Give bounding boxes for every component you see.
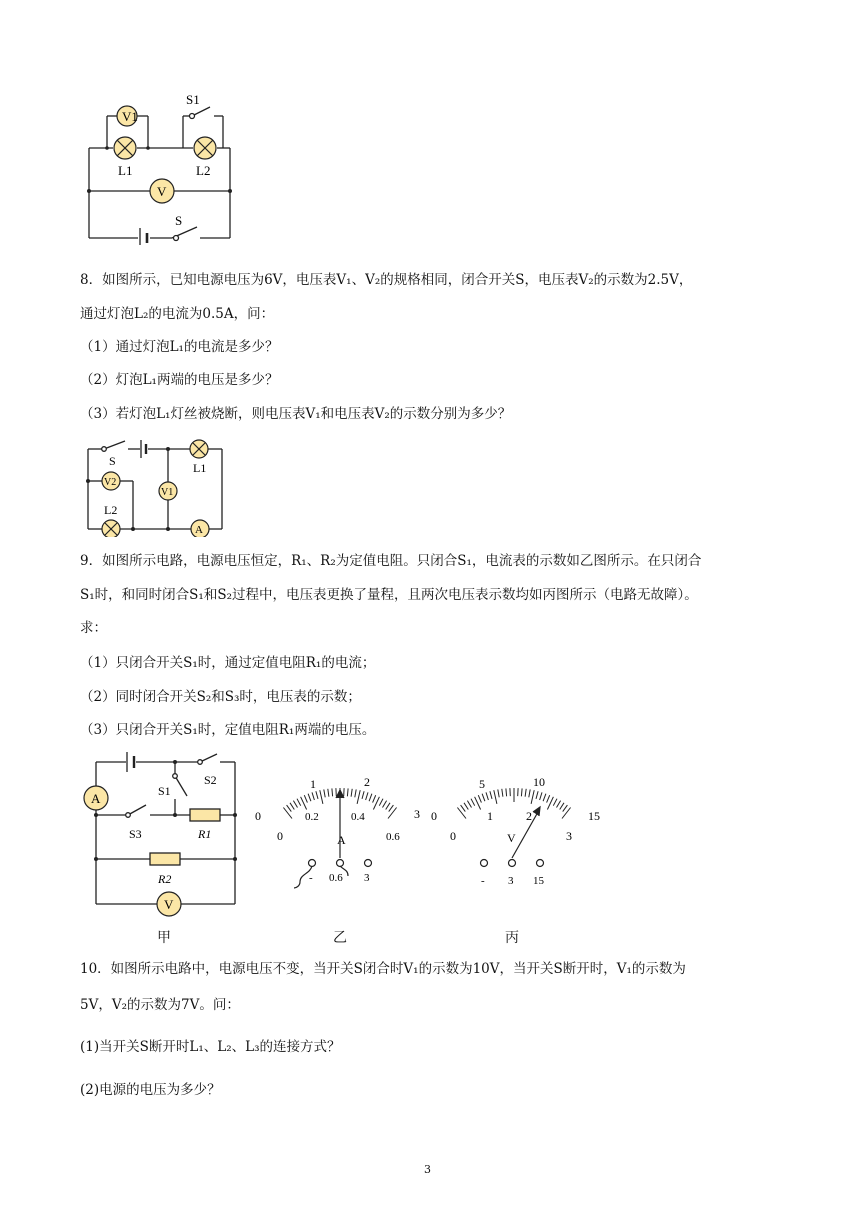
yi-scale-tick bbox=[297, 799, 301, 806]
bing-scale-tick bbox=[471, 799, 475, 806]
q10-line1: 10．如图所示电路中，电源电压不变，当开关S闭合时V₁的示数为10V，当开关S断开时，V₁的示数为 bbox=[80, 961, 686, 977]
yi-scale-tick bbox=[324, 789, 325, 797]
yi-scale-tick bbox=[347, 788, 348, 796]
yi-scale-tick bbox=[388, 808, 397, 819]
bing-top-tick-5: 5 bbox=[479, 777, 485, 791]
caption-jia: 甲 bbox=[157, 930, 171, 946]
yi-scale-tick bbox=[362, 791, 364, 799]
bing-inner-3: 3 bbox=[566, 829, 572, 843]
bing-top-tick-15: 15 bbox=[588, 809, 600, 823]
yi-scale-tick bbox=[369, 794, 372, 802]
bing-scale-tick bbox=[498, 789, 499, 797]
yi-scale-tick bbox=[290, 803, 294, 810]
bing-terminal-15: 15 bbox=[533, 875, 544, 887]
bing-scale-tick bbox=[529, 789, 530, 797]
yi-scale-tick bbox=[355, 789, 356, 797]
l2-label: L2 bbox=[196, 163, 211, 178]
yi-scale-tick bbox=[316, 791, 318, 799]
q9-sub2: （2）同时闭合开关S₂和S₃时，电压表的示数； bbox=[80, 689, 361, 705]
ammeter-dial-yi bbox=[250, 770, 440, 890]
voltmeter-dial-bing bbox=[430, 770, 620, 890]
bing-unit: V bbox=[507, 831, 516, 845]
circuit-diagram-top bbox=[80, 85, 240, 245]
bing-scale-tick bbox=[490, 791, 492, 799]
yi-scale-tick bbox=[283, 808, 292, 819]
yi-scale-tick bbox=[383, 801, 387, 808]
bing-scale-tick bbox=[467, 801, 471, 808]
r1-label: R1 bbox=[198, 827, 212, 841]
v2-label: V2 bbox=[104, 477, 117, 488]
caption-bing: 丙 bbox=[505, 930, 519, 946]
voltmeter-label: V bbox=[164, 897, 174, 912]
q8-line2: 通过灯泡L₂的电流为0.5A，问： bbox=[80, 306, 275, 322]
bing-inner-2: 2 bbox=[526, 809, 532, 823]
bing-scale-tick bbox=[525, 789, 526, 797]
s3-label: S3 bbox=[129, 827, 142, 841]
s1-label: S1 bbox=[158, 784, 171, 798]
yi-scale-tick bbox=[357, 790, 360, 804]
bing-inner-0: 0 bbox=[450, 829, 456, 843]
yi-top-left: 0 bbox=[255, 809, 261, 823]
s2-label: S2 bbox=[204, 773, 217, 787]
yi-top-tick-2: 2 bbox=[364, 775, 370, 789]
yi-scale-tick bbox=[351, 789, 352, 797]
yi-scale-tick bbox=[312, 792, 314, 800]
q9-line1: 9．如图所示电路，电源电压恒定，R₁、R₂为定值电阻。只闭合S₁，电流表的示数如乙图所示。在只闭合 bbox=[80, 553, 702, 569]
s-label: S bbox=[175, 213, 183, 228]
bing-scale-tick bbox=[521, 788, 522, 796]
q9-sub1: （1）只闭合开关S₁时，通过定值电阻R₁的电流； bbox=[80, 655, 376, 671]
caption-yi: 乙 bbox=[333, 930, 347, 946]
bing-inner-1: 1 bbox=[487, 809, 493, 823]
bing-scale-tick bbox=[562, 808, 571, 819]
bing-scale-tick bbox=[506, 788, 507, 796]
yi-scale-tick bbox=[389, 805, 394, 812]
bing-scale-tick bbox=[536, 791, 538, 799]
bing-scale-tick bbox=[547, 795, 550, 802]
yi-top-tick-3: 3 bbox=[414, 807, 420, 821]
yi-scale-tick bbox=[366, 792, 368, 800]
q10-sub2: (2)电源的电压为多少？ bbox=[80, 1082, 221, 1098]
bing-scale-tick bbox=[457, 808, 466, 819]
q10-line2: 5V，V₂的示数为7V。问： bbox=[80, 997, 240, 1013]
yi-scale-tick bbox=[386, 803, 390, 810]
bing-terminal-3: 3 bbox=[508, 875, 514, 887]
bing-scale-tick bbox=[494, 790, 497, 804]
yi-inner-02: 0.2 bbox=[305, 811, 319, 823]
yi-scale-tick bbox=[308, 794, 311, 802]
bing-scale-tick bbox=[540, 792, 542, 800]
q8-sub2: （2）灯泡L₁两端的电压是多少？ bbox=[80, 372, 279, 388]
bing-top-left: 0 bbox=[431, 809, 437, 823]
yi-terminal-06: 0.6 bbox=[329, 872, 343, 884]
yi-terminal-neg: - bbox=[309, 872, 313, 884]
yi-scale-tick bbox=[328, 789, 329, 797]
q8-line1: 8．如图所示，已知电源电压为6V，电压表V₁、V₂的规格相同，闭合开关S，电压表V₂的示数为2.5V， bbox=[80, 272, 693, 288]
yi-scale-tick bbox=[293, 801, 297, 808]
bing-terminal-neg: - bbox=[481, 875, 485, 887]
page-number: 3 bbox=[424, 1163, 431, 1176]
bing-scale-tick bbox=[486, 792, 488, 800]
yi-top-tick-1: 1 bbox=[310, 777, 316, 791]
yi-scale-tick bbox=[332, 788, 333, 796]
yi-inner-04: 0.4 bbox=[351, 811, 365, 823]
q9-circuit-jia bbox=[80, 752, 250, 922]
bing-scale-tick bbox=[502, 789, 503, 797]
bing-scale-tick bbox=[557, 801, 561, 808]
l1-label: L1 bbox=[118, 163, 133, 178]
bing-scale-tick bbox=[461, 805, 466, 812]
yi-scale-tick bbox=[304, 795, 307, 802]
v-label: V bbox=[157, 184, 167, 199]
q8-circuit-diagram bbox=[80, 437, 230, 537]
yi-unit: A bbox=[337, 833, 346, 847]
bing-scale-tick bbox=[553, 799, 557, 806]
bing-scale-tick bbox=[464, 803, 468, 810]
yi-terminal-3: 3 bbox=[364, 872, 370, 884]
l2-label: L2 bbox=[104, 503, 118, 517]
bing-scale-tick bbox=[543, 794, 546, 802]
r2-label: R2 bbox=[158, 872, 172, 886]
q10-sub1: (1)当开关S断开时L₁、L₂、L₃的连接方式？ bbox=[80, 1039, 341, 1055]
a-label: A bbox=[195, 524, 203, 536]
s-label: S bbox=[109, 454, 116, 468]
yi-inner-06: 0.6 bbox=[386, 831, 400, 843]
yi-scale-tick bbox=[373, 795, 376, 802]
yi-scale-tick bbox=[287, 805, 292, 812]
yi-scale-tick bbox=[320, 790, 323, 804]
yi-inner-0: 0 bbox=[277, 829, 283, 843]
v1-label: V1 bbox=[122, 109, 138, 124]
s1-label: S1 bbox=[186, 92, 200, 107]
l1-label: L1 bbox=[193, 461, 207, 475]
v1-label: V1 bbox=[161, 487, 174, 498]
q9-sub3: （3）只闭合开关S₁时，定值电阻R₁两端的电压。 bbox=[80, 722, 376, 738]
q9-line3: 求： bbox=[80, 620, 107, 636]
q8-sub1: （1）通过灯泡L₁的电流是多少？ bbox=[80, 339, 279, 355]
bing-scale-tick bbox=[560, 803, 564, 810]
q8-sub3: （3）若灯泡L₁灯丝被烧断，则电压表V₁和电压表V₂的示数分别为多少？ bbox=[80, 406, 512, 422]
bing-scale-tick bbox=[482, 794, 485, 802]
bing-top-tick-10: 10 bbox=[533, 775, 545, 789]
ammeter-label: A bbox=[91, 791, 101, 806]
bing-scale-tick bbox=[478, 795, 481, 802]
bing-scale-tick bbox=[563, 805, 568, 812]
yi-scale-tick bbox=[379, 799, 383, 806]
q9-line2: S₁时，和同时闭合S₁和S₂过程中，电压表更换了量程，且两次电压表示数均如丙图所示（电路无故障）。 bbox=[80, 587, 698, 603]
bing-scale-tick bbox=[531, 790, 534, 804]
